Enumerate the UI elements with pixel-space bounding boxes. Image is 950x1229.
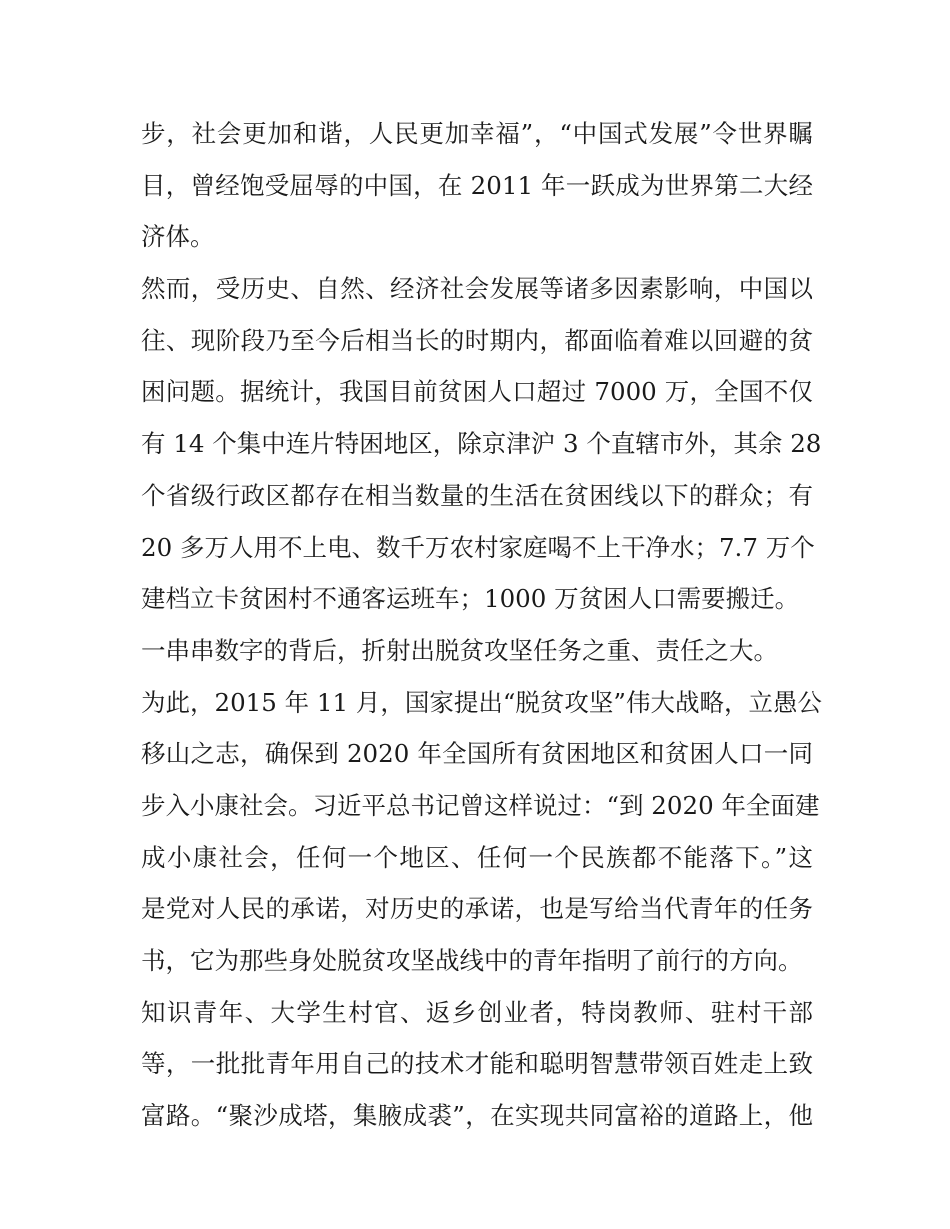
text-line: 个省级行政区都存在相当数量的生活在贫困线以下的群众；有 bbox=[141, 480, 813, 510]
text-line: 等，一批批青年用自己的技术才能和聪明智慧带领百姓走上致 bbox=[141, 1049, 813, 1079]
text-line: 知识青年、大学生村官、返乡创业者，特岗教师、驻村干部 bbox=[141, 997, 813, 1027]
text-line: 目，曾经饱受屈辱的中国，在 2011 年一跃成为世界第二大经 bbox=[141, 170, 813, 200]
text-line: 有 14 个集中连片特困地区，除京津沪 3 个直辖市外，其余 28 bbox=[141, 429, 822, 459]
text-line: 然而，受历史、自然、经济社会发展等诸多因素影响，中国以 bbox=[141, 274, 813, 304]
text-line: 一串串数字的背后，折射出脱贫攻坚任务之重、责任之大。 bbox=[141, 635, 778, 665]
body-text bbox=[141, 108, 822, 1142]
text-line: 移山之志，确保到 2020 年全国所有贫困地区和贫困人口一同 bbox=[141, 739, 813, 769]
text-line: 往、现阶段乃至今后相当长的时期内，都面临着难以回避的贫 bbox=[141, 325, 813, 355]
text-line: 建档立卡贫困村不通客运班车；1000 万贫困人口需要搬迁。 bbox=[141, 584, 800, 614]
text-line: 步入小康社会。习近平总书记曾这样说过：“到 2020 年全面建 bbox=[141, 790, 820, 820]
text-line: 困问题。据统计，我国目前贫困人口超过 7000 万，全国不仅 bbox=[141, 377, 813, 407]
text-line: 富路。“聚沙成塔，集腋成裘”，在实现共同富裕的道路上，他 bbox=[141, 1101, 813, 1131]
text-line: 为此，2015 年 11 月，国家提出“脱贫攻坚”伟大战略，立愚公 bbox=[141, 687, 822, 717]
text-line: 济体。 bbox=[141, 222, 215, 252]
text-line: 步，社会更加和谐，人民更加幸福”，“中国式发展”令世界瞩 bbox=[141, 119, 813, 148]
text-line: 是党对人民的承诺，对历史的承诺，也是写给当代青年的任务 bbox=[141, 894, 813, 924]
text-line: 成小康社会，任何一个地区、任何一个民族都不能落下。”这 bbox=[141, 842, 813, 872]
text-line: 书，它为那些身处脱贫攻坚战线中的青年指明了前行的方向。 bbox=[141, 946, 803, 975]
text-line: 20 多万人用不上电、数千万农村家庭喝不上干净水；7.7 万个 bbox=[141, 532, 815, 562]
